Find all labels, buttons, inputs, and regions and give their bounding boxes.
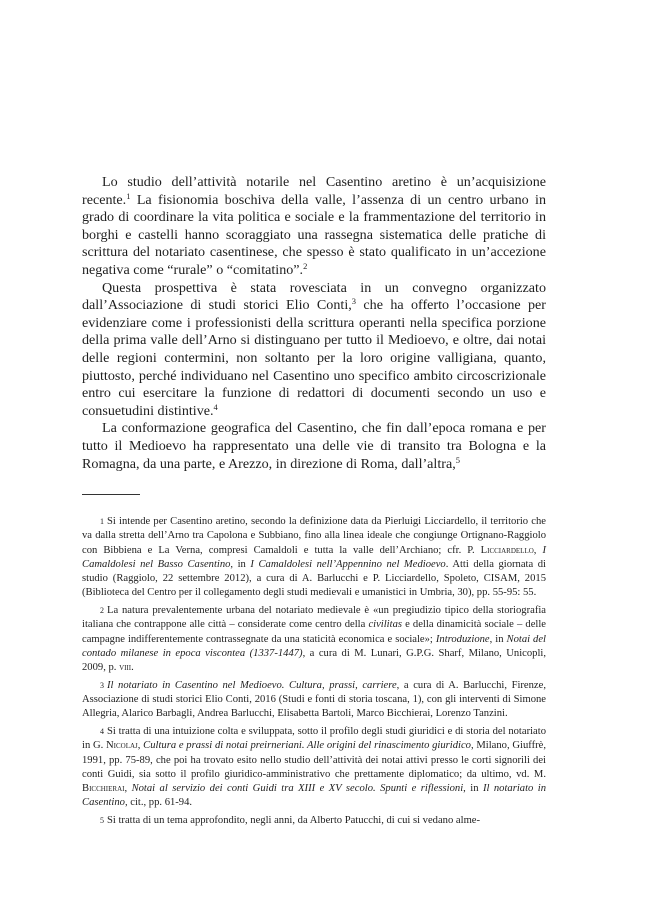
footnote [82,604,546,675]
footnotes [82,515,546,828]
text-run: Questa prospettiva è stata rovesciata in un convegno organizzato dall’Associazione di studi storici Elio Conti, [82,279,546,314]
small-caps-run: Nicolaj [106,740,138,752]
footnote-ref[interactable]: 3 [351,296,357,307]
text-run: , in [230,558,251,570]
text-run: , in [463,783,483,795]
italic-run: Il notariato in Casentino [82,783,547,809]
text-run: La fisionomia boschiva della valle, l’assenza di un centro urbano in grado di coordinare la vita politica e sociale e la frammentazione del territorio in borghi e castelli hanno scoraggiato una rassegna sistematica delle pratiche di scrittura del notariato casentinese, che spesso è stato qualificato in un’accezione negativa come “rurale” o “comitatino”. [82,191,546,278]
italic-run: I Camaldolesi nel Basso Casentino [82,544,546,570]
text-run: , [137,740,144,752]
footnote-ref[interactable]: 1 [126,190,131,201]
italic-run: civilitas [368,619,402,631]
footnote-ref[interactable]: 2 [303,260,308,271]
text-run: Lo studio dell’attività notarile nel Casentino aretino è un’acquisizione recente. [82,174,546,208]
text-run: , Milano, Giuffrè, 1991, pp. 75-89, che poi ha trovato esito nello studio dell’attività dei notai attivi presso le corti signorili dei conti Guidi, sia sotto il profilo giuridico-amministrativo che prettamente diplomatico; da ultimo, vd. M. [82,740,546,780]
text-run: La natura prevalentemente urbana del notariato medievale è «un pregiudizio tipico della storiografia italiana che contrappone alle città – considerate come centro della [82,605,546,631]
text-run: e della dinamicità sociale – delle campagne indifferentemente contrassegnate da una staticità economica e sociale»; [82,619,546,645]
footnote-separator [82,494,140,495]
footnote [82,725,546,811]
small-caps-run: viii [119,662,132,674]
page [82,174,546,832]
main-text [82,174,546,473]
footnote [82,679,546,722]
text-run: , cit., pp. 61-94. [124,797,193,809]
text-run: Si tratta di un tema approfondito, negli anni, da Alberto Patucchi, di cui si vedano alme- [107,815,481,827]
text-run: Si tratta di una intuizione colta e sviluppata, sotto il profilo degli studi giuridici e di storia del notariato in G. [82,726,546,752]
text-run: . [131,662,134,674]
text-run: , a cura di M. Lunari, G.P.G. Sharf, Milano, Unicopli, 2009, p. [82,647,546,674]
body-paragraph [82,280,546,421]
footnote-ref[interactable]: 5 [455,454,460,465]
body-paragraph [82,420,546,473]
italic-run: Notai del contado milanese in epoca viscontea (1337-1447) [82,633,547,659]
footnote [82,515,546,601]
footnote-ref[interactable]: 4 [213,401,218,412]
text-run: , [124,783,132,795]
text-run: . Atti della giornata di studio (Raggiolo, 22 settembre 2012), a cura di A. Barlucchi e P. Licciardello, Spoleto, CISAM, 2015 (Biblioteca del Centro per il collegamento degli studi medievali e umanistici in Umbria, 30), pp. 55-95: 55. [82,558,546,599]
italic-run: Introduzione [435,633,490,645]
footnote-number: 1 [100,517,104,527]
italic-run: Notai al servizio dei conti Guidi tra XIII e XV secolo. Spunti e riflessioni [131,783,464,795]
text-run: , in [489,633,507,645]
footnote-number: 5 [100,816,104,826]
text-run: , [533,544,543,556]
italic-run: Cultura e prassi di notai preirneriani. Alle origini del rinascimento giuridico [143,740,471,752]
italic-run: I Camaldolesi nell’Appennino nel Medioevo [250,558,446,570]
text-run: , a cura di A. Barlucchi, Firenze, Associazione di studi storici Elio Conti, 2016 (Studi e fonti di storia toscana, 1), con gli interventi di Simone Allegria, Alarico Barbagli, Andrea Barlucchi, Elisabetta Bartoli, Marco Bicchierai, Lorenzo Tanzini. [82,679,546,720]
text-run: che ha offerto l’occasione per evidenziare come i professionisti della scrittura operanti nella specifica porzione della prima valle dell’Arno si distinguano per tutto il Medioevo, e oltre, dai notai delle regioni contermini, non soltanto per la loro origine valligiana, quanto, piuttosto, perché individuano nel Casentino uno specifico ambito circoscrizionale entro cui esercitare la funzione di redattori di documenti secondo un uso e consuetudini distintive. [82,297,546,419]
italic-run: Il notariato in Casentino nel Medioevo. Cultura, prassi, carriere [107,679,397,691]
body-paragraph [82,174,546,280]
footnote-number: 4 [100,727,104,737]
text-run: La conformazione geografica del Casentino, che fin dall’epoca romana e per tutto il Medioevo ha rappresentato una delle vie di transito tra Bologna e la Romagna, da una parte, e Arezzo, in direzione di Roma, dall’altra, [82,420,546,472]
footnote-number: 3 [100,680,104,690]
small-caps-run: Licciardello [480,544,534,556]
text-run: Si intende per Casentino aretino, secondo la definizione data da Pierluigi Licciardello, il territorio che va dalla stretta dell’Arno tra Capolona e Subbiano, fino alla linea ideale che congiunge Ortignano-Raggiolo con Bibbiena e La Verna, compresi Camaldoli e tutta la valle dell’Archiano; cfr. P. [82,516,546,556]
small-caps-run: Bicchierai [82,783,125,795]
footnote-number: 2 [100,606,104,616]
footnote [82,814,546,828]
